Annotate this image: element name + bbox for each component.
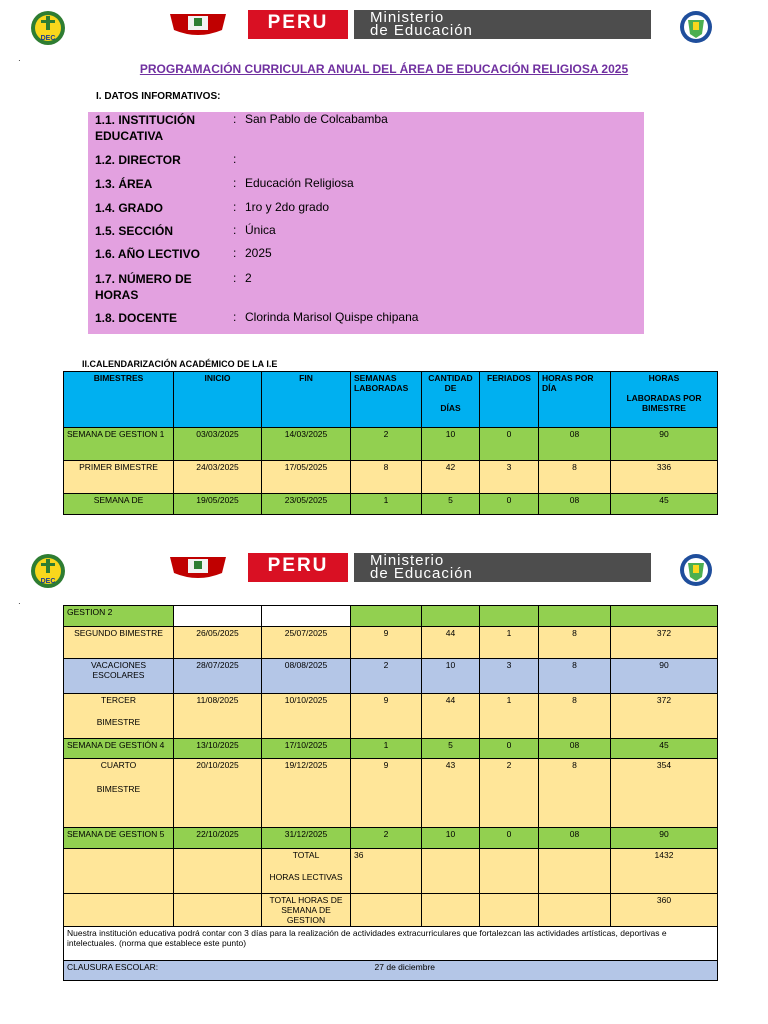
page-header-2 [0, 543, 768, 608]
info-box: 1.1. INSTITUCIÓN EDUCATIVA : San Pablo de Colcabamba 1.2. DIRECTOR : 1.3. ÁREA : Educación Religiosa 1.4. GRADO : 1ro y 2do grado 1.5. SECCIÓN : Única 1.6. AÑO LECTIVO : 2025 1.7. NÚMERO DE HORAS : 2 1.8. DOCENTE : Clorinda Marisol Quispe chipana [88, 112, 644, 334]
table-row: SEMANA DE GESTION 5 22/10/2025 31/12/2025 2 10 0 08 90 [64, 828, 718, 849]
table-row: TERCER BIMESTRE 11/08/2025 10/10/2025 9 44 1 8 372 [64, 694, 718, 739]
table-row: PRIMER BIMESTRE 24/03/2025 17/05/2025 8 42 3 8 336 [64, 461, 718, 494]
total-gestion-row: TOTAL HORAS DE SEMANA DE GESTION 360 [64, 894, 718, 927]
peru-shield-icon [164, 10, 232, 40]
clausura-row [64, 961, 718, 981]
section-heading-datos: I. DATOS INFORMATIVOS: [96, 91, 221, 102]
document-title: PROGRAMACIÓN CURRICULAR ANUAL DEL ÁREA DE EDUCACIÓN RELIGIOSA 2025 [139, 62, 629, 76]
calendar-table-continued [63, 605, 718, 981]
school-crest-logo [676, 553, 716, 587]
section-heading-calendarizacion: II.CALENDARIZACIÓN ACADÉMICO DE LA I.E [82, 359, 278, 369]
table-header-row [64, 372, 718, 428]
note-row: Nuestra institución educativa podrá contar con 3 días para la realización de actividades extracurriculares que fortalezcan las actividades artísticas, deportivas e intelectuales. (norma que establece este punto) [64, 927, 718, 961]
header-semanas: SEMANAS LABORADAS [351, 372, 422, 428]
table-row: VACACIONES ESCOLARES 28/07/2025 08/08/2025 2 10 3 8 90 [64, 659, 718, 694]
school-crest-logo [676, 10, 716, 44]
header-horas-dia: HORAS POR DÍA [539, 372, 611, 428]
calendar-table [63, 371, 718, 515]
stray-mark: · [18, 56, 21, 65]
header-fin: FIN [262, 372, 351, 428]
stray-mark: · [18, 599, 21, 608]
table-row: CUARTO BIMESTRE 20/10/2025 19/12/2025 9 43 2 8 354 [64, 759, 718, 828]
dec-seal-logo [26, 10, 70, 46]
peru-logo: PERU [248, 553, 348, 582]
table-row: GESTION 2 [64, 606, 718, 627]
header-bimestres: BIMESTRES [64, 372, 174, 428]
page-header [0, 0, 768, 65]
table-row: SEMANA DE 19/05/2025 23/05/2025 1 5 0 08 45 [64, 494, 718, 515]
header-inicio: INICIO [174, 372, 262, 428]
peru-shield-icon [164, 553, 232, 583]
clausura-label: CLAUSURA ESCOLAR: [67, 962, 159, 972]
dec-seal-logo [26, 553, 70, 589]
total-row: TOTAL HORAS LECTIVAS 36 1432 [64, 849, 718, 894]
table-row: SEGUNDO BIMESTRE 26/05/2025 25/07/2025 9 44 1 8 372 [64, 627, 718, 659]
svg-text:DEC: DEC [40, 35, 56, 42]
header-feriados: FERIADOS [480, 372, 539, 428]
ministerio-logo: Ministerio de Educación [354, 553, 651, 582]
table-row: SEMANA DE GESTION 1 03/03/2025 14/03/2025 2 10 0 08 90 [64, 428, 718, 461]
header-cantidad: CANTIDAD DE DÍAS [422, 372, 480, 428]
svg-text:DEC: DEC [40, 578, 56, 585]
header-horas: HORAS LABORADAS POR BIMESTRE [611, 372, 718, 428]
clausura-date: 27 de diciembre [374, 962, 436, 972]
peru-logo: PERU [248, 10, 348, 39]
table-row: SEMANA DE GESTIÓN 4 13/10/2025 17/10/2025 1 5 0 08 45 [64, 739, 718, 759]
ministerio-logo: Ministerio de Educación [354, 10, 651, 39]
